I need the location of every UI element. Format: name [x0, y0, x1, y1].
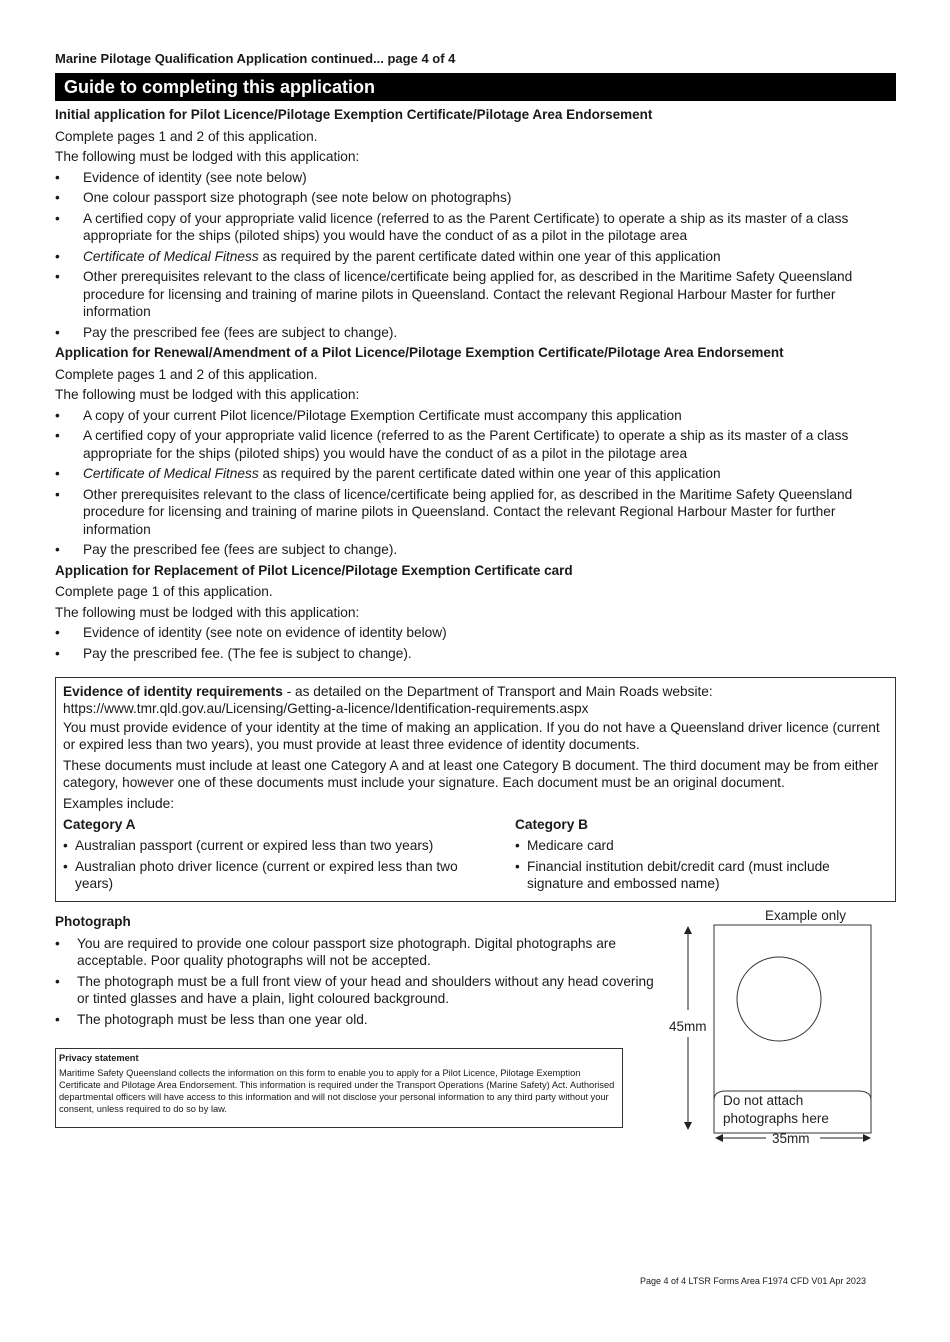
eoi-examples-label: Examples include: [63, 796, 175, 811]
do-not-attach-line-1: Do not attach [723, 1093, 804, 1108]
list-item: • Pay the prescribed fee. (The fee is subject to change). [55, 645, 896, 663]
list-item: • The photograph must be less than one year old. [55, 1011, 655, 1029]
category-a-title: Category A [63, 817, 136, 832]
eoi-title: Evidence of identity requirements [63, 684, 283, 699]
photograph-title: Photograph [55, 914, 131, 929]
photograph-section [55, 913, 655, 1031]
section-lodge-text: The following must be lodged with this application: [55, 604, 360, 620]
page-footer: Page 4 of 4 LTSR Forms Area F1974 CFD V01 Apr 2023 [640, 1276, 866, 1286]
photo-example-diagram [660, 905, 890, 1150]
list-item: • One colour passport size photograph (see note below on photographs) [55, 189, 896, 207]
requirements-list [55, 169, 896, 342]
privacy-statement-box [55, 1048, 623, 1128]
list-item: • Certificate of Medical Fitness as required by the parent certificate dated within one year of this application [55, 248, 896, 266]
guide-content [55, 106, 896, 665]
section-replacement [55, 562, 896, 663]
width-label: 35mm [772, 1131, 810, 1146]
section-complete-text: Complete pages 1 and 2 of this application. [55, 128, 318, 144]
example-only-label: Example only [765, 908, 847, 923]
category-columns [63, 816, 886, 896]
section-title: Application for Replacement of Pilot Licence/Pilotage Exemption Certificate card [55, 562, 573, 578]
list-item: • Pay the prescribed fee (fees are subject to change). [55, 324, 896, 342]
section-complete-text: Complete page 1 of this application. [55, 584, 273, 599]
section-lodge-text: The following must be lodged with this application: [55, 387, 360, 402]
eoi-paragraph-2: These documents must include at least one Category A and at least one Category B document. The third document may be from either category, however one of these documents must include your signature. Each document must be an original document. [63, 758, 879, 790]
category-b [515, 816, 885, 896]
section-initial [55, 106, 896, 341]
list-item: • Medicare card [515, 837, 885, 854]
list-item: • Financial institution debit/credit card (must include signature and embossed name) [515, 858, 885, 892]
list-item: • Certificate of Medical Fitness as required by the parent certificate dated within one year of this application [55, 465, 896, 483]
do-not-attach-line-2: photographs here [723, 1111, 829, 1126]
category-a [63, 816, 463, 896]
list-item: • Other prerequisites relevant to the class of licence/certificate being applied for, as described in the Maritime Safety Queensland procedure for licensing and training of marine pilots in Queensland. Contact the relevant Regional Harbour Master for further information [55, 486, 896, 539]
list-item: • Pay the prescribed fee (fees are subject to change). [55, 541, 896, 559]
list-item: • A certified copy of your appropriate valid licence (referred to as the Parent Certificate) to operate a ship as its master of a class appropriate for the ships (piloted ships) you would have the conduct of as a pilot in the pilotage area [55, 210, 896, 245]
evidence-of-identity-box [55, 677, 896, 902]
section-title: Application for Renewal/Amendment of a Pilot Licence/Pilotage Exemption Certificate/Pilotage Area Endorsement [55, 345, 784, 360]
list-item: • You are required to provide one colour passport size photograph. Digital photographs are acceptable. Poor quality photographs will not be accepted. [55, 935, 655, 970]
privacy-title: Privacy statement [59, 1053, 139, 1063]
list-item: • A certified copy of your appropriate valid licence (referred to as the Parent Certificate) to operate a ship as its master of a class appropriate for the ships (piloted ships) you would have the conduct of as a pilot in the pilotage area [55, 427, 896, 462]
eoi-url: https://www.tmr.qld.gov.au/Licensing/Getting-a-licence/Identification-requirements.aspx [63, 701, 589, 716]
list-item: • Australian photo driver licence (current or expired less than two years) [63, 858, 463, 892]
page-continued-header: Marine Pilotage Qualification Application continued... page 4 of 4 [55, 51, 456, 66]
section-renewal [55, 344, 896, 559]
head-circle [737, 957, 821, 1041]
height-label: 45mm [669, 1019, 707, 1034]
privacy-text: Maritime Safety Queensland collects the information on this form to enable you to apply for a Pilot Licence, Pilotage Exemption Certificate and Pilotage Area Endorsement. This information is required under the Transport Operations (Marine Safety) Act. Authorised departmental officers will have access to this information and will not disclose your personal information to any third party without your consent, unless required to do so by law. [59, 1068, 615, 1114]
list-item: • Other prerequisites relevant to the class of licence/certificate being applied for, as described in the Maritime Safety Queensland procedure for licensing and training of marine pilots in Queensland. Contact the relevant Regional Harbour Master for further information [55, 268, 896, 321]
photograph-list [55, 935, 655, 1029]
section-lodge-text: The following must be lodged with this application: [55, 149, 360, 164]
requirements-list [55, 624, 896, 662]
eoi-paragraph-1: You must provide evidence of your identity at the time of making an application. If you do not have a Queensland driver licence (current or expired less than two years), you must provide at least three evidence of identity documents. [63, 720, 880, 752]
list-item: • Evidence of identity (see note below) [55, 169, 896, 187]
guide-title-bar: Guide to completing this application [55, 73, 896, 101]
eoi-title-rest: - as detailed on the Department of Transport and Main Roads website: [282, 684, 713, 699]
section-title: Initial application for Pilot Licence/Pilotage Exemption Certificate/Pilotage Area Endorsement [55, 107, 653, 122]
section-complete-text: Complete pages 1 and 2 of this application. [55, 366, 318, 382]
category-b-title: Category B [515, 817, 589, 832]
list-item: • The photograph must be a full front view of your head and shoulders without any head covering or tinted glasses and have a plain, light coloured background. [55, 973, 655, 1008]
list-item: • Australian passport (current or expired less than two years) [63, 837, 463, 854]
requirements-list [55, 407, 896, 559]
list-item: • A copy of your current Pilot licence/Pilotage Exemption Certificate must accompany this application [55, 407, 896, 425]
list-item: • Evidence of identity (see note on evidence of identity below) [55, 624, 896, 642]
